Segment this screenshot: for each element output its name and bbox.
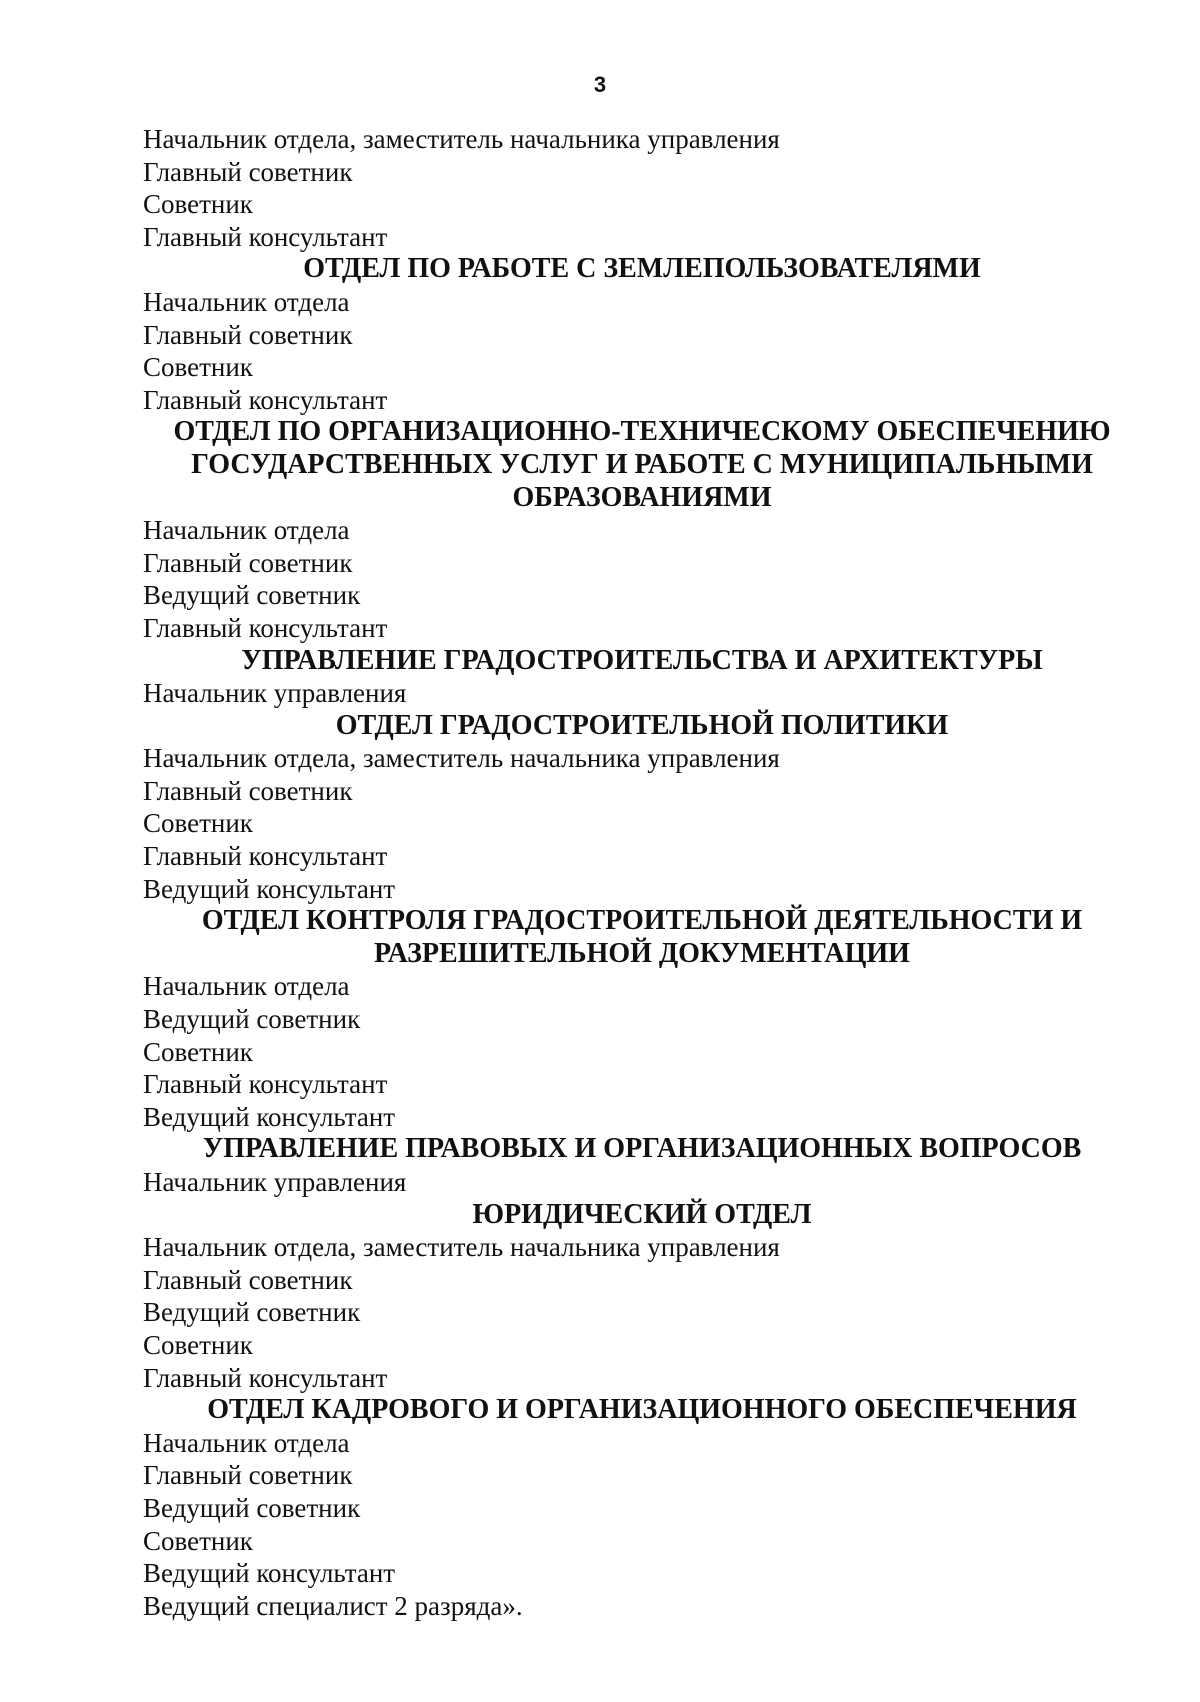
position-title: Главный консультант	[143, 1362, 388, 1393]
position-title: Начальник отдела	[143, 515, 350, 546]
position-title: Начальник отдела	[143, 971, 350, 1002]
position-title: Советник	[143, 1525, 253, 1556]
department-heading-line: ОТДЕЛ КОНТРОЛЯ ГРАДОСТРОИТЕЛЬНОЙ ДЕЯТЕЛЬНОСТИ И	[201, 905, 1083, 937]
position-title: Начальник отдела, заместитель начальника управления	[143, 743, 780, 774]
position-title: Ведущий советник	[143, 580, 361, 611]
position-title: Советник	[143, 189, 253, 220]
position-title: Начальник отдела	[143, 1427, 350, 1458]
department-heading-line: УПРАВЛЕНИЕ ПРАВОВЫХ И ОРГАНИЗАЦИОННЫХ ВОПРОСОВ	[202, 1133, 1082, 1165]
department-heading-line: ЮРИДИЧЕСКИЙ ОТДЕЛ	[472, 1198, 812, 1230]
department-heading-line: УПРАВЛЕНИЕ ГРАДОСТРОИТЕЛЬСТВА И АРХИТЕКТУРЫ	[241, 644, 1043, 676]
department-heading-line: РАЗРЕШИТЕЛЬНОЙ ДОКУМЕНТАЦИИ	[374, 937, 910, 969]
position-title: Начальник отдела	[143, 286, 350, 317]
position-title: Главный советник	[143, 1264, 353, 1295]
position-title: Главный консультант	[143, 384, 388, 415]
department-heading-line: ОТДЕЛ КАДРОВОГО И ОРГАНИЗАЦИОННОГО ОБЕСПЕЧЕНИЯ	[207, 1394, 1077, 1426]
position-title: Главный советник	[143, 156, 353, 187]
department-heading	[141, 416, 1143, 514]
department-heading	[141, 1394, 1143, 1427]
position-title: Главный консультант	[143, 221, 388, 252]
position-title: Начальник управления	[143, 678, 407, 709]
position-title: Ведущий консультант	[143, 1558, 396, 1589]
department-heading	[141, 905, 1143, 970]
position-title: Советник	[143, 808, 253, 839]
department-heading	[141, 1199, 1143, 1232]
position-title: Главный советник	[143, 1460, 353, 1491]
department-heading-line: ГОСУДАРСТВЕННЫХ УСЛУГ И РАБОТЕ С МУНИЦИПАЛЬНЫМИ	[191, 448, 1093, 480]
position-title: Советник	[143, 1036, 253, 1067]
department-heading-line: ОТДЕЛ ПО РАБОТЕ С ЗЕМЛЕПОЛЬЗОВАТЕЛЯМИ	[303, 253, 981, 285]
position-title: Начальник управления	[143, 1167, 407, 1197]
position-title: Советник	[143, 1329, 253, 1360]
position-title: Ведущий специалист 2 разряда».	[143, 1590, 523, 1621]
department-heading	[141, 253, 1143, 286]
position-title: Советник	[143, 352, 253, 383]
department-heading	[141, 710, 1143, 743]
position-title: Начальник отдела, заместитель начальника управления	[143, 1232, 780, 1263]
department-heading	[141, 1133, 1143, 1166]
position-title: Главный советник	[143, 319, 353, 350]
page-number: 3	[593, 72, 607, 97]
department-heading	[141, 645, 1143, 678]
position-title: Ведущий консультант	[143, 1101, 396, 1132]
position-title: Главный советник	[143, 775, 353, 806]
position-title: Ведущий советник	[143, 1004, 361, 1035]
department-heading-line: ОТДЕЛ ПО ОРГАНИЗАЦИОННО-ТЕХНИЧЕСКОМУ ОБЕСПЕЧЕНИЮ	[173, 416, 1111, 448]
department-heading-line: ОТДЕЛ ГРАДОСТРОИТЕЛЬНОЙ ПОЛИТИКИ	[335, 709, 949, 741]
position-title: Ведущий консультант	[143, 873, 396, 904]
position-title: Начальник отдела, заместитель начальника управления	[143, 124, 780, 154]
position-list	[143, 123, 1143, 1622]
position-title: Ведущий советник	[143, 1492, 361, 1523]
position-title: Ведущий советник	[143, 1297, 361, 1328]
department-heading-line: ОБРАЗОВАНИЯМИ	[512, 481, 772, 513]
position-title: Главный советник	[143, 547, 353, 578]
position-title: Главный консультант	[143, 841, 388, 872]
position-title: Главный консультант	[143, 1069, 388, 1100]
position-title: Главный консультант	[143, 612, 388, 643]
